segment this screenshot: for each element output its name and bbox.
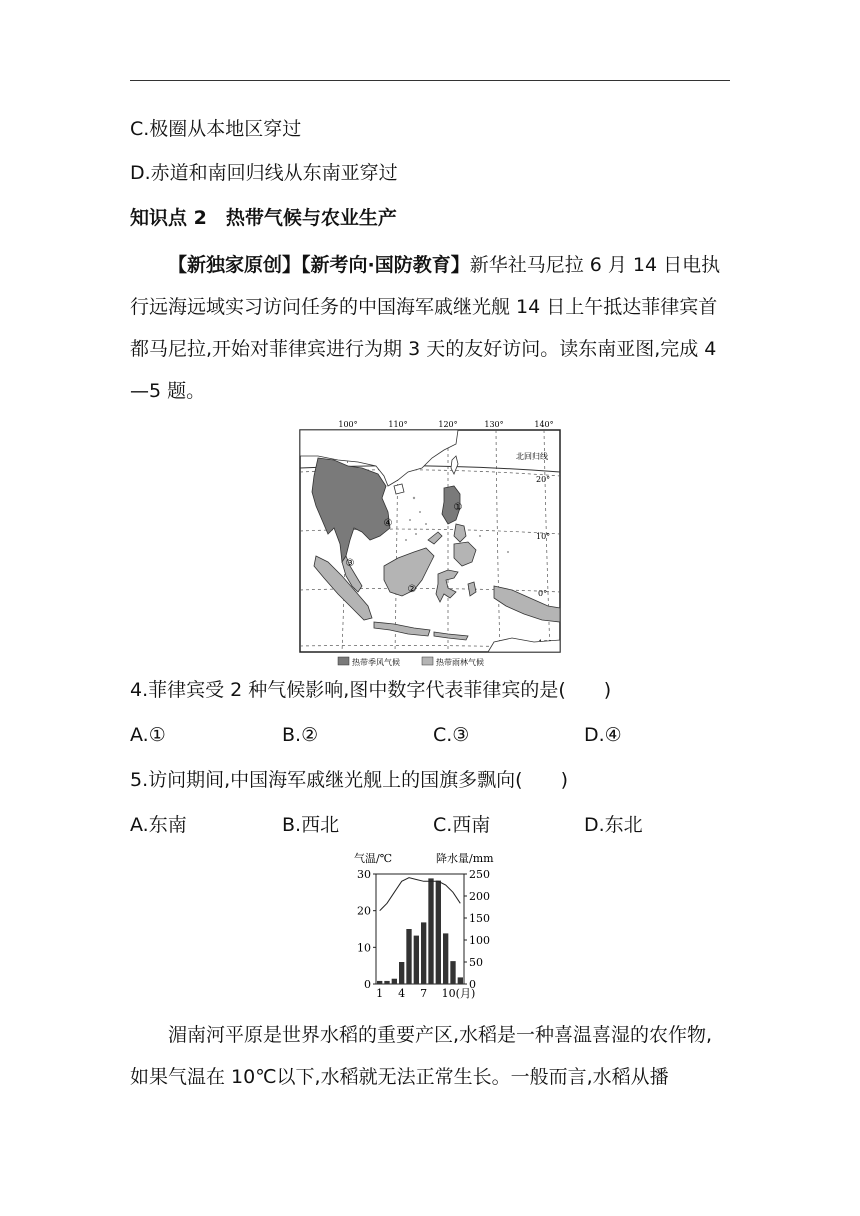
q4-option-b[interactable]: B.②: [282, 724, 319, 746]
q5-option-d[interactable]: D.东北: [584, 814, 643, 836]
q4-option-a[interactable]: A.①: [130, 724, 166, 746]
left-tick-label: 20: [357, 904, 371, 918]
right-tick-label: 200: [469, 890, 490, 903]
lon-label: 130°: [484, 420, 504, 429]
option-d-prev: D.赤道和南回归线从东南亚穿过: [130, 162, 398, 184]
lon-label: 120°: [438, 420, 458, 429]
temperature-line: [380, 878, 461, 911]
precipitation-bar: [414, 936, 419, 984]
x-tick-label: 1: [376, 987, 384, 1000]
chart-left-axis-label: 气温/℃: [354, 852, 393, 865]
q4-option-d[interactable]: D.④: [584, 724, 622, 746]
right-tick-label: 250: [469, 868, 490, 881]
precipitation-bar: [406, 929, 411, 984]
header-rule: [130, 80, 730, 81]
intro-text: 新华社马尼拉 6 月 14 日电执行远海远域实习访问任务的中国海军戚继光舰 14 日上午抵达菲律宾首都马尼拉,开始对菲律宾进行为期 3 天的友好访问。读东南亚图,完成 4—5 题。: [130, 254, 721, 402]
question-5-stem: 5.访问期间,中国海军戚继光舰上的国旗多飘向( ): [130, 769, 568, 791]
precipitation-bar: [421, 922, 426, 984]
tropic-label: 北回归线: [516, 452, 548, 461]
marker-4: ④: [383, 518, 393, 529]
left-tick-label: 30: [357, 868, 371, 881]
precipitation-bar: [377, 981, 382, 984]
legend-rainforest-swatch: [422, 657, 433, 665]
right-tick-label: 100: [469, 934, 490, 947]
legend-rainforest-label: 热带雨林气候: [436, 658, 484, 667]
chart-right-axis-label: 降水量/mm: [436, 852, 494, 865]
precipitation-bar: [443, 933, 448, 984]
x-tick-label: 4: [398, 987, 406, 1000]
precipitation-bar: [392, 979, 397, 984]
lon-label: 140°: [534, 420, 554, 429]
legend-monsoon-swatch: [338, 657, 349, 665]
x-tick-label: 7: [420, 987, 428, 1000]
final-paragraph: 湄南河平原是世界水稻的重要产区,水稻是一种喜温喜湿的农作物,如果气温在 10℃以下,水稻就无法正常生长。一般而言,水稻从播: [130, 1024, 713, 1088]
precipitation-bar: [399, 962, 404, 984]
question-4-stem: 4.菲律宾受 2 种气候影响,图中数字代表菲律宾的是( ): [130, 679, 612, 701]
hainan: [394, 484, 404, 494]
southeast-asia-map: [298, 416, 562, 672]
right-tick-label: 50: [469, 956, 483, 969]
precipitation-bar: [458, 977, 463, 984]
option-c-prev: C.极圈从本地区穿过: [130, 118, 302, 140]
q5-option-c[interactable]: C.西南: [433, 814, 491, 836]
q5-option-a[interactable]: A.东南: [130, 814, 187, 836]
precipitation-bar: [450, 961, 455, 984]
precipitation-bar: [436, 881, 441, 984]
q5-option-b[interactable]: B.西北: [282, 814, 340, 836]
lon-label: 110°: [388, 420, 408, 429]
right-tick-label: 0: [469, 978, 476, 991]
climate-chart: [340, 848, 520, 1000]
marker-2: ②: [407, 584, 417, 595]
lat-label: 10°: [536, 532, 551, 541]
legend-monsoon-label: 热带季风气候: [352, 658, 400, 667]
marker-3: ③: [345, 558, 355, 569]
x-tick-label: 10(月): [441, 987, 476, 1000]
intro-paragraph: [130, 244, 730, 412]
lat-label: 0°: [538, 589, 548, 598]
q4-option-c[interactable]: C.③: [433, 724, 470, 746]
lat-label: 20°: [536, 475, 551, 484]
marker-1: ①: [453, 502, 463, 513]
intro-tags: 【新独家原创】【新考向·国防教育】: [168, 254, 470, 276]
section-heading: 知识点 2 热带气候与农业生产: [130, 207, 397, 229]
right-tick-label: 150: [469, 912, 490, 925]
left-tick-label: 10: [357, 941, 371, 955]
precipitation-bar: [384, 981, 389, 984]
precipitation-bar: [428, 878, 433, 984]
left-tick-label: 0: [364, 978, 371, 991]
lon-label: 100°: [338, 420, 358, 429]
